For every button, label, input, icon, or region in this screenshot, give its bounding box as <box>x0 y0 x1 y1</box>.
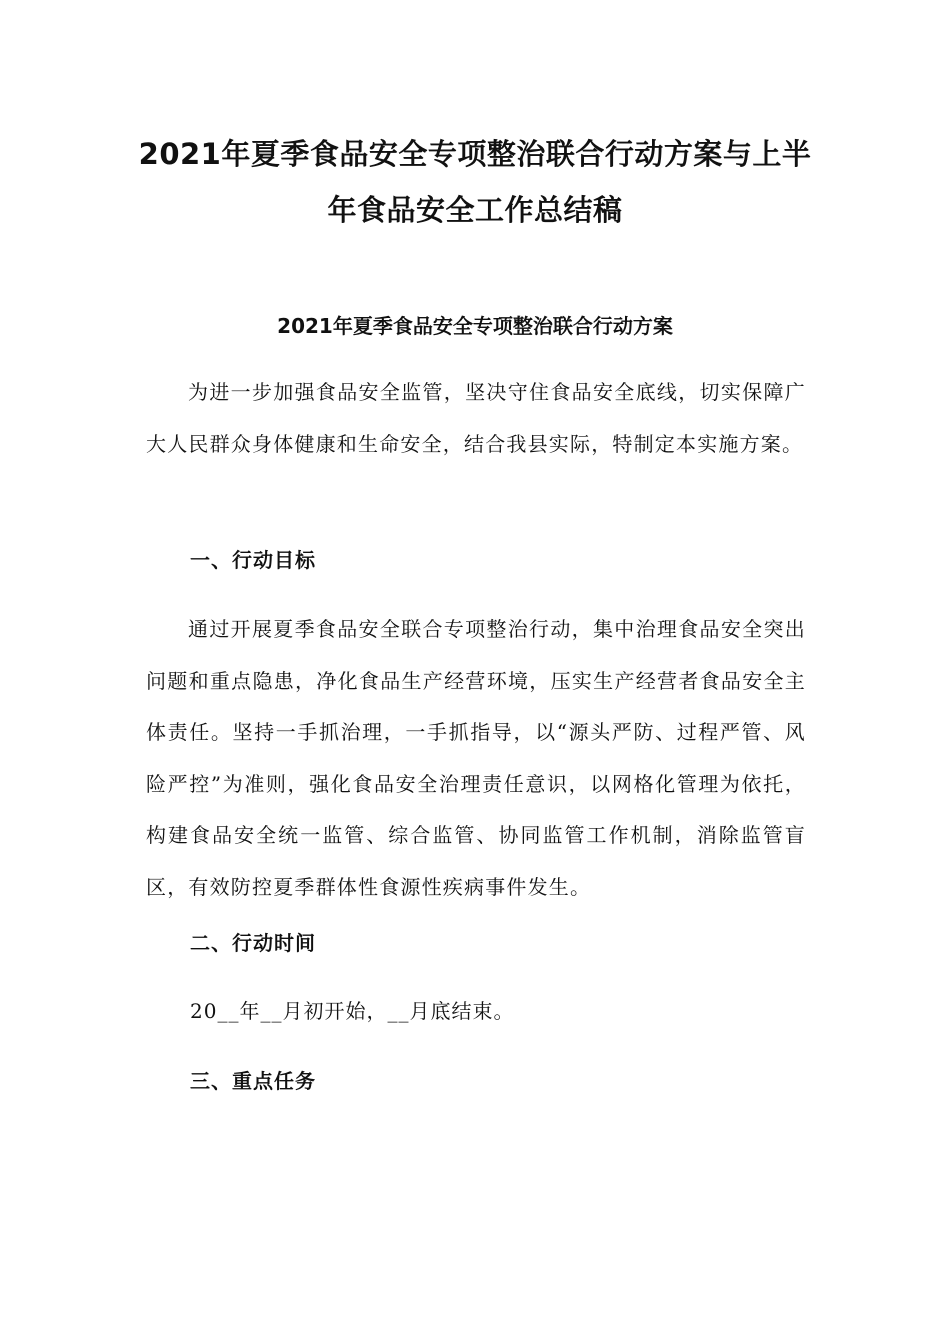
intro-paragraph: 为进一步加强食品安全监管，坚决守住食品安全底线，切实保障广大人民群众身体健康和生命安全，结合我县实际，特制定本实施方案。 <box>146 380 806 456</box>
action-goal-paragraph: 通过开展夏季食品安全联合专项整治行动，集中治理食品安全突出问题和重点隐患，净化食品生产经营环境，压实生产经营者食品安全主体责任。坚持一手抓治理，一手抓指导，以“源头严防、过程严管、风险严控”为准则，强化食品安全治理责任意识，以网格化管理为依托，构建食品安全统一监管、综合监管、协同监管工作机制，消除监管盲区，有效防控夏季群体性食源性疾病事件发生。 <box>146 617 806 899</box>
heading-action-goal: 一、行动目标 <box>190 548 316 572</box>
document-title-line-2: 年食品安全工作总结稿 <box>327 193 623 227</box>
action-time-text: 20__年__月初开始，__月底结束。 <box>190 999 515 1023</box>
document-title-line-1: 2021年夏季食品安全专项整治联合行动方案与上半 <box>138 137 812 171</box>
section-title: 2021年夏季食品安全专项整治联合行动方案 <box>277 314 673 338</box>
heading-action-time: 二、行动时间 <box>190 931 316 955</box>
heading-key-tasks: 三、重点任务 <box>190 1069 316 1093</box>
document-title <box>100 126 850 238</box>
